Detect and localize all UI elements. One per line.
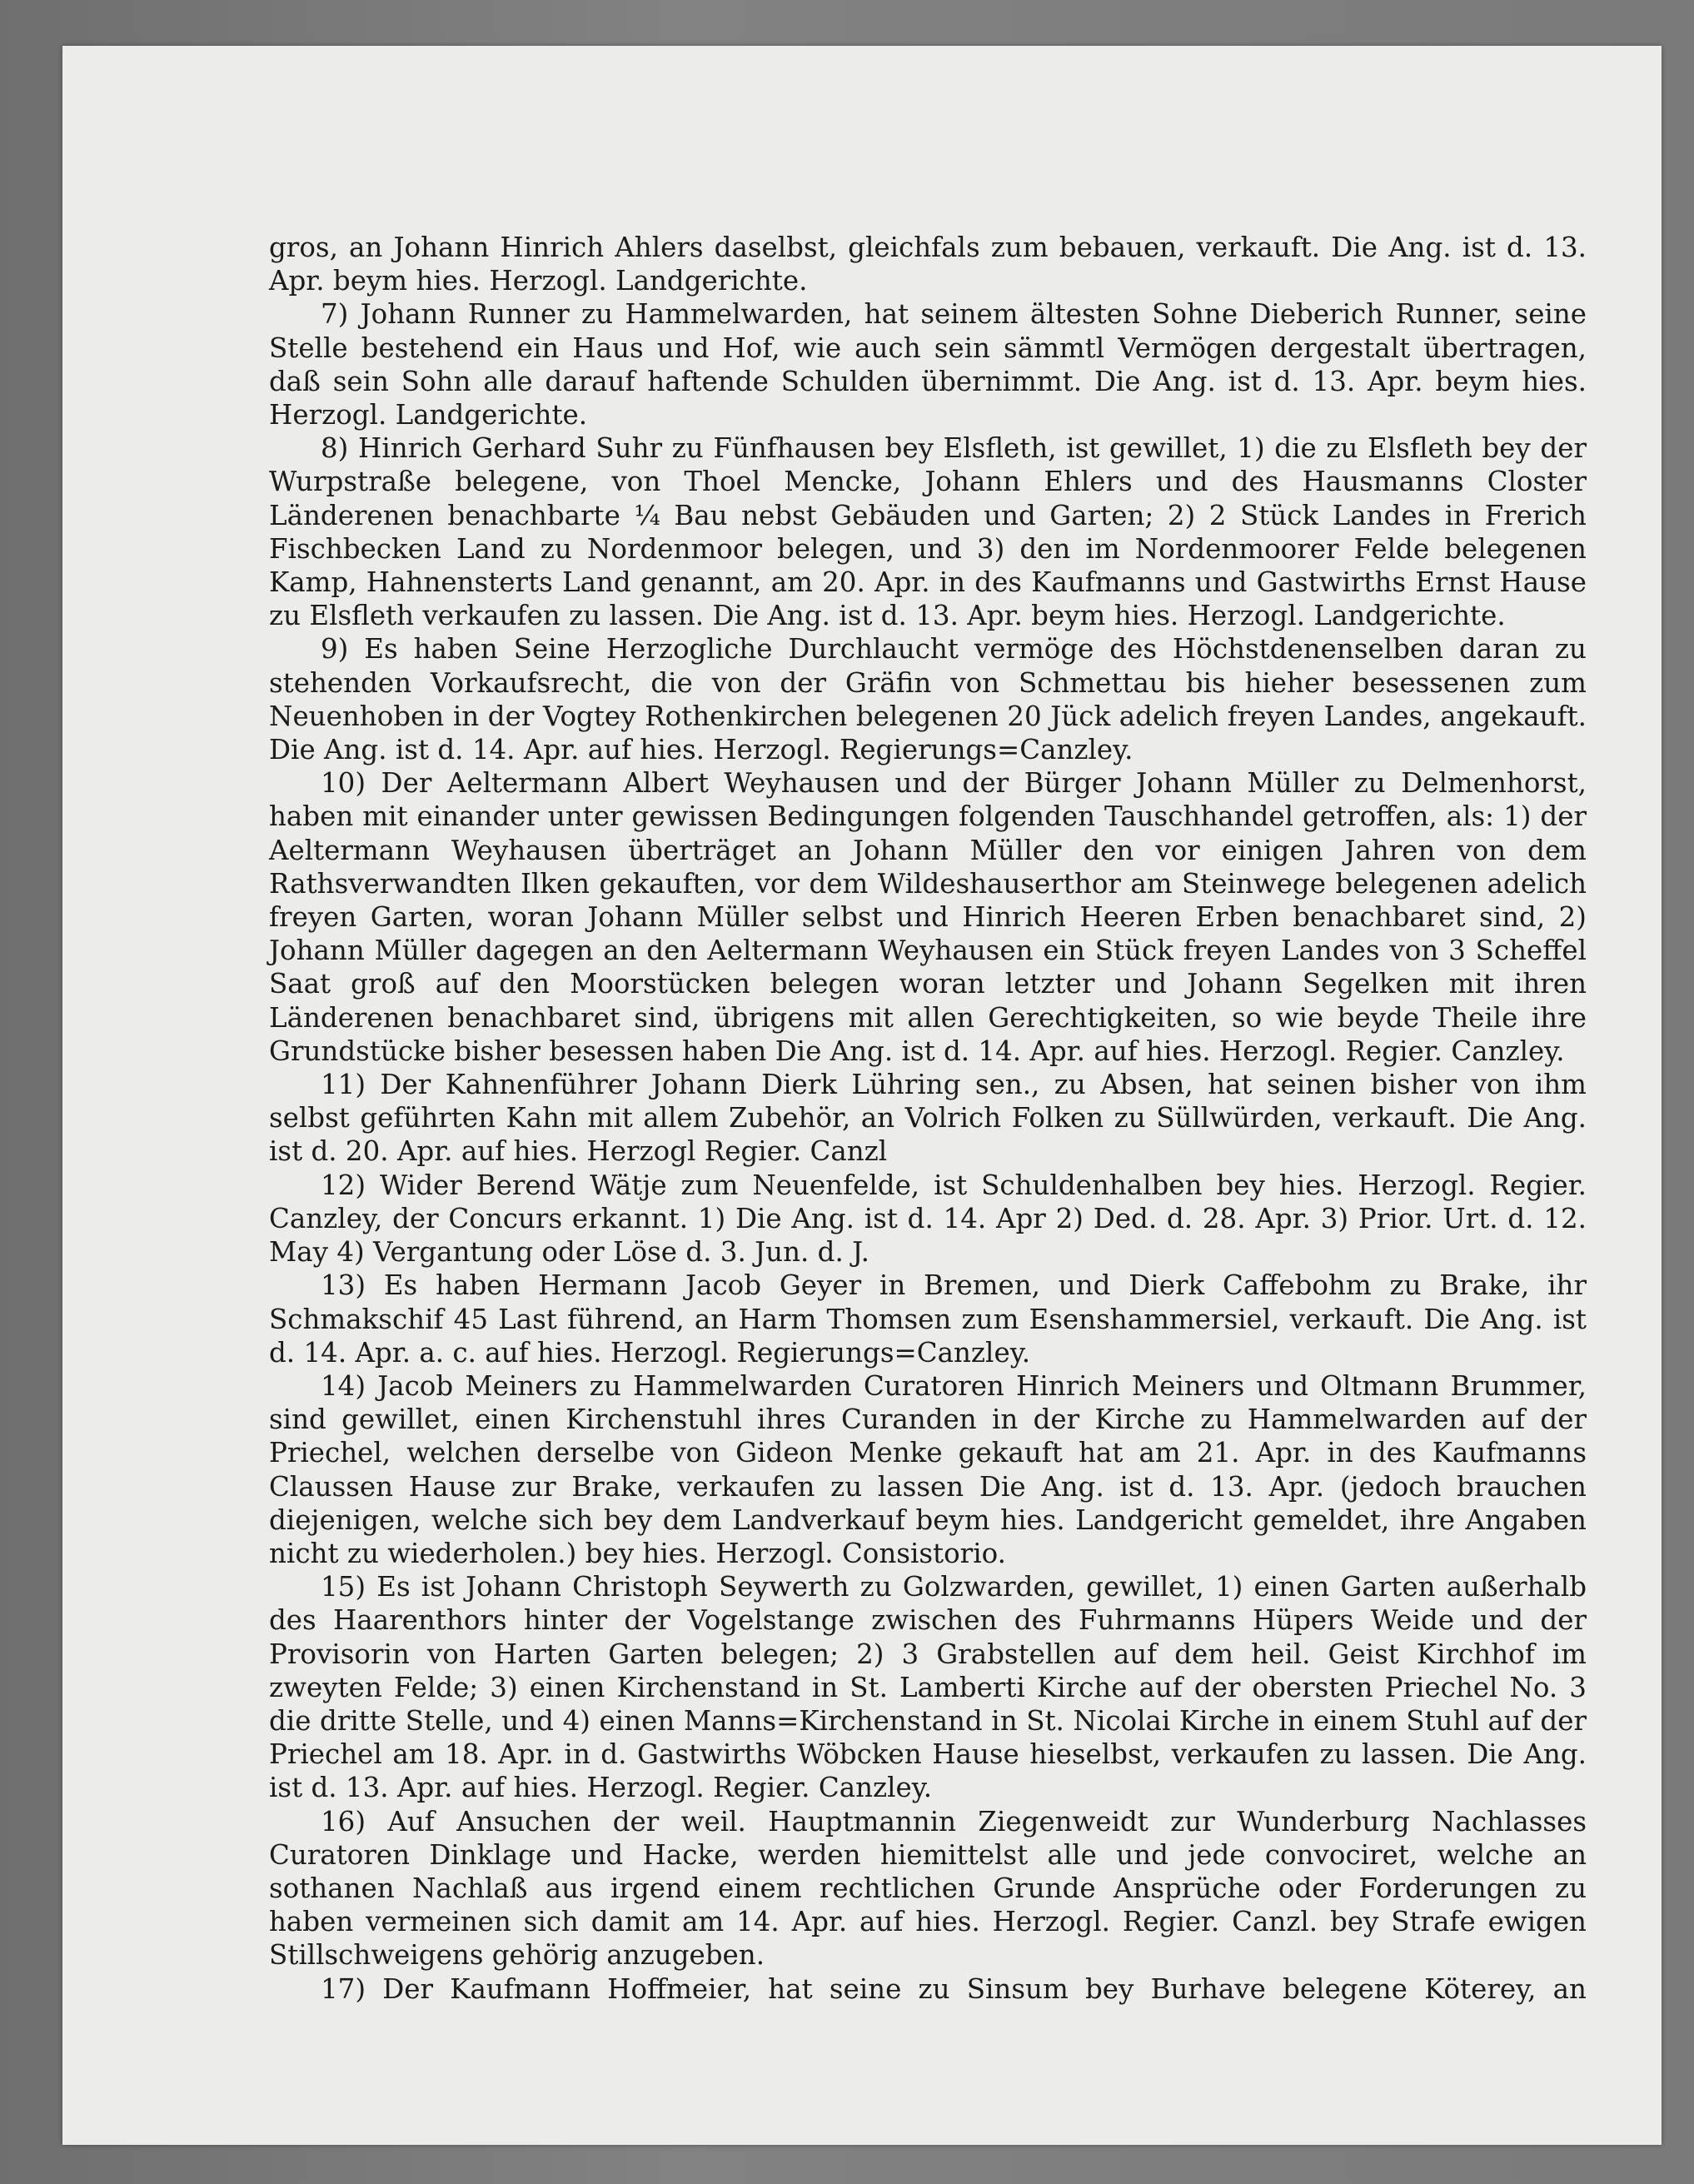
- paragraph-7: 7) Johann Runner zu Hammelwarden, hat seinem ältesten Sohne Dieberich Runner, seine Stelle bestehend ein Haus und Hof, wie auch sein sämmtl Vermögen dergestalt übertragen, daß sein Sohn alle darauf haftende Schulden übernimmt. Die Ang. ist d. 13. Apr. beym hies. Herzogl. Landgerichte.: [269, 298, 1587, 431]
- paragraph-12: 12) Wider Berend Wätje zum Neuenfelde, ist Schuldenhalben bey hies. Herzogl. Regier. Canzley, der Concurs erkannt. 1) Die Ang. ist d. 14. Apr 2) Ded. d. 28. Apr. 3) Prior. Urt. d. 12. May 4) Vergantung oder Löse d. 3. Jun. d. J.: [269, 1169, 1587, 1269]
- text-column: [269, 231, 1587, 2006]
- paragraph-17: 17) Der Kaufmann Hoffmeier, hat seine zu Sinsum bey Burhave belegene Köterey, an: [321, 1972, 1587, 2005]
- paragraph-16: 16) Auf Ansuchen der weil. Hauptmannin Ziegenweidt zur Wunderburg Nachlasses Curatoren Dinklage und Hacke, werden hiemittelst alle und jede convociret, welche an sothanen Nachlaß aus irgend einem rechtlichen Grunde Ansprüche oder Forderungen zu haben vermeinen sich damit am 14. Apr. auf hies. Herzogl. Regier. Canzl. bey Strafe ewigen Stillschweigens gehörig anzugeben.: [269, 1805, 1587, 1972]
- document-page: [62, 46, 1662, 2145]
- paragraph-8: 8) Hinrich Gerhard Suhr zu Fünfhausen bey Elsfleth, ist gewillet, 1) die zu Elsfleth bey der Wurpstraße belegene, von Thoel Mencke, Johann Ehlers und des Hausmanns Closter Länderenen benachbarte ¼ Bau nebst Gebäuden und Garten; 2) 2 Stück Landes in Frerich Fischbecken Land zu Nordenmoor belegen, und 3) den im Nordenmoorer Felde belegenen Kamp, Hahnensterts Land genannt, am 20. Apr. in des Kaufmanns und Gastwirths Ernst Hause zu Elsfleth verkaufen zu lassen. Die Ang. ist d. 13. Apr. beym hies. Herzogl. Landgerichte.: [269, 432, 1587, 632]
- paragraph-14: 14) Jacob Meiners zu Hammelwarden Curatoren Hinrich Meiners und Oltmann Brummer, sind gewillet, einen Kirchenstuhl ihres Curanden in der Kirche zu Hammelwarden auf der Priechel, welchen derselbe von Gideon Menke gekauft hat am 21. Apr. in des Kaufmanns Claussen Hause zur Brake, verkaufen zu lassen Die Ang. ist d. 13. Apr. (jedoch brauchen diejenigen, welche sich bey dem Landverkauf beym hies. Landgericht gemeldet, ihre Angaben nicht zu wiederholen.) bey hies. Herzogl. Consistorio.: [269, 1369, 1587, 1569]
- paragraph-11: 11) Der Kahnenführer Johann Dierk Lühring sen., zu Absen, hat seinen bisher von ihm selbst geführten Kahn mit allem Zubehör, an Volrich Folken zu Süllwürden, verkauft. Die Ang. ist d. 20. Apr. auf hies. Herzogl Regier. Canzl: [269, 1069, 1587, 1168]
- paragraph-15: 15) Es ist Johann Christoph Seywerth zu Golzwarden, gewillet, 1) einen Garten außerhalb des Haarenthors hinter der Vogelstange zwischen des Fuhrmanns Hüpers Weide und der Provisorin von Harten Garten belegen; 2) 3 Grabstellen auf dem heil. Geist Kirchhof im zweyten Felde; 3) einen Kirchenstand in St. Lamberti Kirche auf der obersten Priechel No. 3 die dritte Stelle, und 4) einen Manns=Kirchenstand in St. Nicolai Kirche in einem Stuhl auf der Priechel am 18. Apr. in d. Gastwirths Wöbcken Hause hieselbst, verkaufen zu lassen. Die Ang. ist d. 13. Apr. auf hies. Herzogl. Regier. Canzley.: [269, 1571, 1587, 1804]
- paragraph-continuation: gros, an Johann Hinrich Ahlers daselbst, gleichfals zum bebauen, verkauft. Die Ang. ist d. 13. Apr. beym hies. Herzogl. Landgerichte.: [269, 232, 1587, 297]
- paragraph-13: 13) Es haben Hermann Jacob Geyer in Bremen, und Dierk Caffebohm zu Brake, ihr Schmakschif 45 Last führend, an Harm Thomsen zum Esenshammersiel, verkauft. Die Ang. ist d. 14. Apr. a. c. auf hies. Herzogl. Regierungs=Canzley.: [269, 1269, 1587, 1369]
- paragraph-9: 9) Es haben Seine Herzogliche Durchlaucht vermöge des Höchstdenenselben daran zu stehenden Vorkaufsrecht, die von der Gräfin von Schmettau bis hieher besessenen zum Neuenhoben in der Vogtey Rothenkirchen belegenen 20 Jück adelich freyen Landes, angekauft. Die Ang. ist d. 14. Apr. auf hies. Herzogl. Regierungs=Canzley.: [269, 633, 1587, 766]
- paragraph-10: 10) Der Aeltermann Albert Weyhausen und der Bürger Johann Müller zu Delmenhorst, haben mit einander unter gewissen Bedingungen folgenden Tauschhandel getroffen, als: 1) der Aeltermann Weyhausen überträget an Johann Müller den vor einigen Jahren von dem Rathsverwandten Ilken gekauften, vor dem Wildeshauserthor am Steinwege belegenen adelich freyen Garten, woran Johann Müller selbst und Hinrich Heeren Erben benachbaret sind, 2) Johann Müller dagegen an den Aeltermann Weyhausen ein Stück freyen Landes von 3 Scheffel Saat groß auf den Moorstücken belegen woran letzter und Johann Segelken mit ihren Länderenen benachbaret sind, übrigens mit allen Gerechtigkeiten, so wie beyde Theile ihre Grundstücke bisher besessen haben Die Ang. ist d. 14. Apr. auf hies. Herzogl. Regier. Canzley.: [269, 767, 1587, 1067]
